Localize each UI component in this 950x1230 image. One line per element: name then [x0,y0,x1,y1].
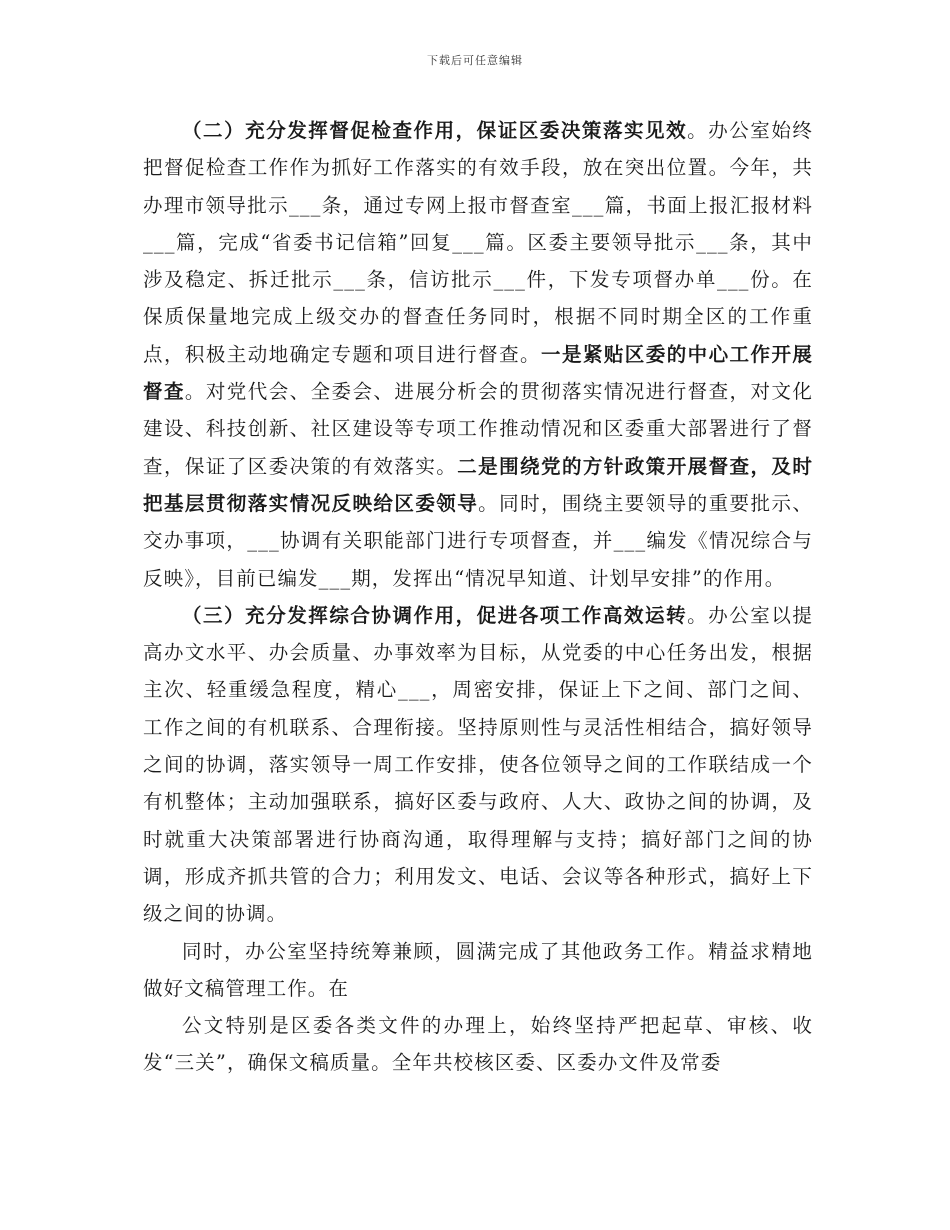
document-body [143,112,813,1082]
paragraph-supervision [143,112,813,597]
paragraph-heading-coordination: （三）充分发挥综合协调作用，促进各项工作高效运转 [182,603,688,627]
paragraph-document-handling: 公文特别是区委各类文件的办理上，始终坚持严把起草、审核、收发“三关”，确保文稿质量。全年共校核区委、区委办文件及常委 [143,1014,813,1075]
paragraph-text: 。办公室以提高办文水平、办会质量、办事效率为目标，从党委的中心任务出发，根据主次、轻重缓急程度，精心___，周密安排，保证上下之间、部门之间、工作之间的有机联系、合理衔接。坚持原则性与灵活性相结合，搞好领导之间的协调，落实领导一周工作安排，使各位领导之间的工作联结成一个有机整体；主动加强联系，搞好区委与政府、人大、政协之间的协调，及时就重大决策部署进行协商沟通，取得理解与支持；搞好部门之间的协调，形成齐抓共管的合力；利用发文、电话、会议等各种形式，搞好上下级之间的协调。 [143,603,813,926]
bold-point-two: 二是围绕党的方针政策开展督查，及时把基层贯彻落实情况反映给区委领导 [143,454,813,515]
bold-point-one: 一是紧贴区委的中心工作开展督查 [143,342,813,404]
page-header-note: 下载后可任意编辑 [427,54,523,67]
paragraph-text: 。办公室始终把督促检查工作作为抓好工作落实的有效手段，放在突出位置。今年，共办理市领导批示___条，通过专网上报市督查室___篇，书面上报汇报材料___篇，完成“省委书记信箱”回复___篇。区委主要领导批示___条，其中涉及稳定、拆迁批示___条，信访批示___件，下发专项督办单___份。在保质保量地完成上级交办的督查任务同时，根据不同时期全区的工作重点，积极主动地确定专题和项目进行督查。 [143,119,813,366]
paragraph-text: 。对党代会、全委会、进展分析会的贯彻落实情况进行督查，对文化建设、科技创新、社区建设等专项工作推动情况和区委重大部署进行了督查，保证了区委决策的有效落实。 [143,380,813,478]
paragraph-coordination [143,597,813,933]
paragraph-heading-supervision: （二）充分发挥督促检查作用，保证区委决策落实见效 [182,119,688,142]
paragraph-other-work: 同时，办公室坚持统筹兼顾，圆满完成了其他政务工作。精益求精地做好文稿管理工作。在 [143,939,813,1000]
paragraph-text: 。同时，围绕主要领导的重要批示、交办事项，___协调有关职能部门进行专项督查，并___编发《情况综合与反映》，目前已编发___期，发挥出“情况早知道、计划早安排”的作用。 [143,491,813,590]
